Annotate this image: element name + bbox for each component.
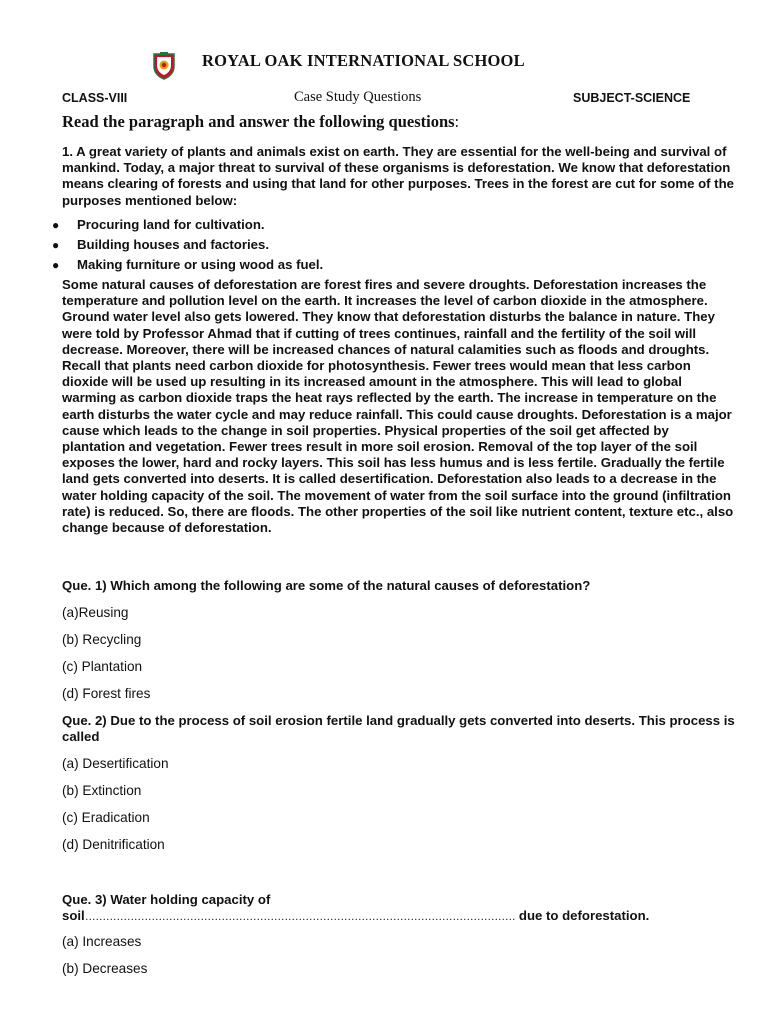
question-3-text [62,892,742,925]
question-3-soil: soil [62,908,85,924]
q2-option-c: (c) Eradication [62,810,150,825]
list-item-text: Making furniture or using wood as fuel. [77,257,324,272]
question-3-end: due to deforestation. [515,908,650,924]
question-3-line2 [62,908,742,925]
passage-body: Some natural causes of deforestation are forest fires and severe droughts. Deforestation increases the temperature and pollution level on the earth. It increases the level of carbon dioxide in the atmosphere. Ground water level also gets lowered. They know that deforestation disturbs the balance in nature. They were told by Professor Ahmad that if cutting of trees continues, rainfall and the fertility of the soil will decrease. Moreover, there will be increased chances of natural calamities such as floods and droughts. Recall that plants need carbon dioxide for photosynthesis. Fewer trees would mean that less carbon dioxide will be used up resulting in its increased amount in the atmosphere. This will lead to global warming as carbon dioxide traps the heat rays reflected by the earth. The increase in temperature on the earth disturbs the water cycle and may reduce rainfall. This could cause droughts. Deforestation is a major cause which leads to the change in soil properties. Physical properties of the soil get affected by plantation and vegetation. Fewer trees result in more soil erosion. Removal of the top layer of the soil exposes the lower, hard and rocky layers. This soil has less humus and is less fertile. Gradually the fertile land gets converted into deserts. It is called desertification. Deforestation also leads to a decrease in the water holding capacity of the soil. The movement of water from the soil surface into the ground (infiltration rate) is reduced. So, there are floods. The other properties of the soil like nutrient content, texture etc., also change because of deforestation. [62,277,734,536]
q3-option-b: (b) Decreases [62,961,148,976]
fill-in-blank: …………………………………………………………………………………………………………… [84,911,516,924]
q2-option-b: (b) Extinction [62,783,142,798]
instruction-colon: : [454,112,460,131]
question-3-line1: Que. 3) Water holding capacity of [62,892,271,907]
q2-option-d: (d) Denitrification [62,837,165,852]
worksheet-title: Case Study Questions [294,89,422,105]
question-2-text: Que. 2) Due to the process of soil erosion fertile land gradually gets converted into deserts. This process is called [62,713,735,745]
list-item [0,217,768,237]
question-1-text: Que. 1) Which among the following are some of the natural causes of deforestation? [62,578,591,593]
list-item-text: Procuring land for cultivation. [77,217,265,232]
q1-option-a: (a)Reusing [62,605,129,620]
bullet-dot-icon: ● [52,258,60,272]
instruction-text: Read the paragraph and answer the following questions [62,112,455,131]
purpose-list [0,217,768,277]
q1-option-b: (b) Recycling [62,632,142,647]
list-item [0,257,768,277]
class-label: CLASS-VIII [62,91,128,105]
school-name: ROYAL OAK INTERNATIONAL SCHOOL [202,51,525,70]
q2-option-a: (a) Desertification [62,756,169,771]
bullet-dot-icon: ● [52,218,60,232]
passage-intro: 1. A great variety of plants and animals exist on earth. They are essential for the well-being and survival of mankind. Today, a major threat to survival of these organisms is deforestation. We know that deforestation means clearing of forests and using that land for other purposes. Trees in the forest are cut for some of the purposes mentioned below: [62,144,734,208]
subject-label: SUBJECT-SCIENCE [573,91,691,105]
q1-option-d: (d) Forest fires [62,686,151,701]
list-item-text: Building houses and factories. [77,237,269,252]
q1-option-c: (c) Plantation [62,659,143,674]
school-crest-icon [151,52,177,80]
instruction-heading [62,112,459,132]
list-item [0,237,768,257]
bullet-dot-icon: ● [52,238,60,252]
q3-option-a: (a) Increases [62,934,142,949]
